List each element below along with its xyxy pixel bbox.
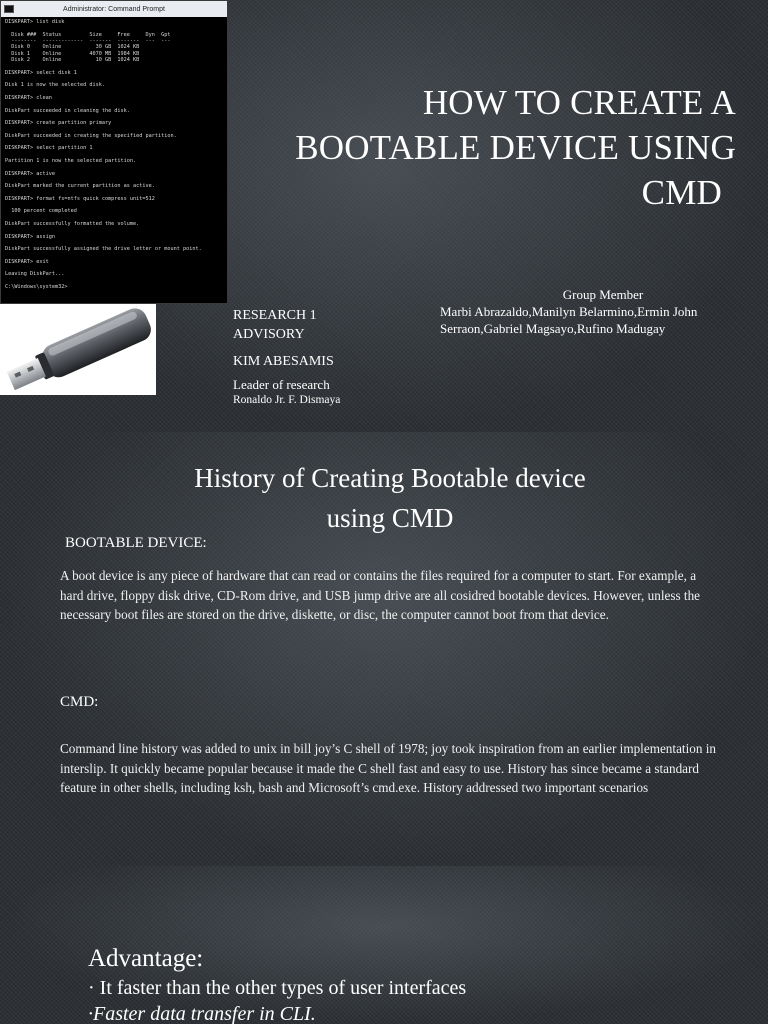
group-member-label: Group Member: [562, 287, 644, 302]
advantage-item-2: ·Faster data transfer in CLI.: [88, 1003, 316, 1024]
cmd-output-line: DISKPART> clean: [5, 95, 52, 101]
command-prompt-screenshot: [0, 0, 228, 304]
bootable-device-heading: BOOTABLE DEVICE:: [65, 535, 207, 551]
cmd-output-line: DISKPART> create partition primary: [5, 120, 112, 127]
cmd-output-line: DiskPart successfully formatted the volume.: [5, 220, 140, 227]
history-title-line-1: History of Creating Bootable device: [194, 463, 586, 493]
cmd-heading: CMD:: [60, 694, 99, 710]
title-slide: [0, 0, 768, 432]
cmd-output-line: DISKPART> format fs=ntfs quick compress unit=512: [5, 195, 155, 202]
members-line-2: Serraon,Gabriel Magsayo,Rufino Madugay: [440, 321, 666, 336]
presentation-title: [236, 80, 736, 215]
research-label: RESEARCH 1: [233, 308, 317, 323]
members-line-1: Marbi Abrazaldo,Manilyn Belarmino,Ermin John: [440, 304, 698, 319]
usb-drive-image: [0, 304, 156, 395]
cmd-titlebar: [1, 1, 227, 17]
cmd-output-line: DISKPART> select disk 1: [5, 69, 77, 76]
title-line-2: BOOTABLE DEVICE USING: [295, 128, 736, 167]
cmd-output: [1, 17, 227, 292]
cmd-title: Administrator: Command Prompt: [63, 5, 165, 13]
adviser-name: KIM ABESAMIS: [233, 354, 334, 369]
cmd-output-line: Leaving DiskPart...: [5, 271, 65, 278]
cmd-output-line: DiskPart successfully assigned the drive letter or mount point.: [5, 246, 202, 253]
cmd-output-line: DISKPART> exit: [5, 258, 49, 265]
cmd-output-line: Disk 0 Online 30 GB 1024 KB: [5, 44, 140, 51]
bootable-device-paragraph: A boot device is any piece of hardware that can read or contains the files required for a computer to start. For example, a hard drive, floppy disk drive, CD-Rom drive, and USB jump drive are all cosidred bootable devices. However, unless the necessary boot files are stored on the drive, diskette, or disc, the computer cannot boot from that device.: [60, 568, 701, 622]
cmd-output-line: Disk 1 is now the selected disk.: [5, 82, 105, 89]
cmd-output-line: Disk 2 Online 10 GB 1024 KB: [5, 57, 140, 64]
cmd-output-line: DISKPART> assign: [5, 233, 55, 240]
cmd-output-line: DiskPart succeeded in cleaning the disk.: [5, 107, 130, 114]
history-title-line-2: using CMD: [326, 503, 454, 533]
cmd-output-line: Disk ### Status Size Free Dyn Gpt: [5, 31, 171, 38]
cmd-output-line: DiskPart succeeded in creating the specified partition.: [5, 132, 177, 139]
cmd-paragraph: Command line history was added to unix in bill joy’s C shell of 1978; joy took inspiration from an earlier implementation in interslip. It quickly became popular because it made the C shell fast and easy to use. History has since became a standard feature in other shells, including ksh, bash and Microsoft’s cmd.exe. History addressed two important scenarios: [60, 741, 716, 795]
title-line-1: HOW TO CREATE A: [422, 83, 736, 122]
history-title: [100, 458, 680, 538]
cmd-output-line: DISKPART> list disk: [5, 19, 65, 25]
advantage-item-1: · It faster than the other types of user interfaces: [88, 977, 467, 999]
cmd-output-line: C:\Windows\system32>: [5, 283, 68, 290]
cmd-output-line: 100 percent completed: [5, 208, 77, 215]
advisory-label: ADVISORY: [233, 327, 305, 342]
history-slide: [0, 432, 768, 866]
advantage-slide: [0, 866, 768, 1024]
advantage-heading: Advantage:: [88, 945, 204, 972]
leader-label: Leader of research: [233, 377, 330, 392]
cmd-output-line: DiskPart marked the current partition as active.: [5, 183, 155, 190]
cmd-output-line: Disk 1 Online 4070 MB 1984 KB: [5, 50, 140, 57]
cmd-output-line: DISKPART> select partition 1: [5, 145, 93, 152]
cmd-output-line: -------- ------------- ------- ------- --- ---: [5, 38, 171, 44]
cmd-output-line: Partition 1 is now the selected partition.: [5, 157, 137, 164]
title-line-3: CMD: [641, 173, 722, 212]
group-members: [440, 286, 740, 337]
usb-drive-icon: [0, 304, 156, 395]
cmd-output-line: DISKPART> active: [5, 170, 55, 177]
leader-name: Ronaldo Jr. F. Dismaya: [233, 394, 341, 406]
